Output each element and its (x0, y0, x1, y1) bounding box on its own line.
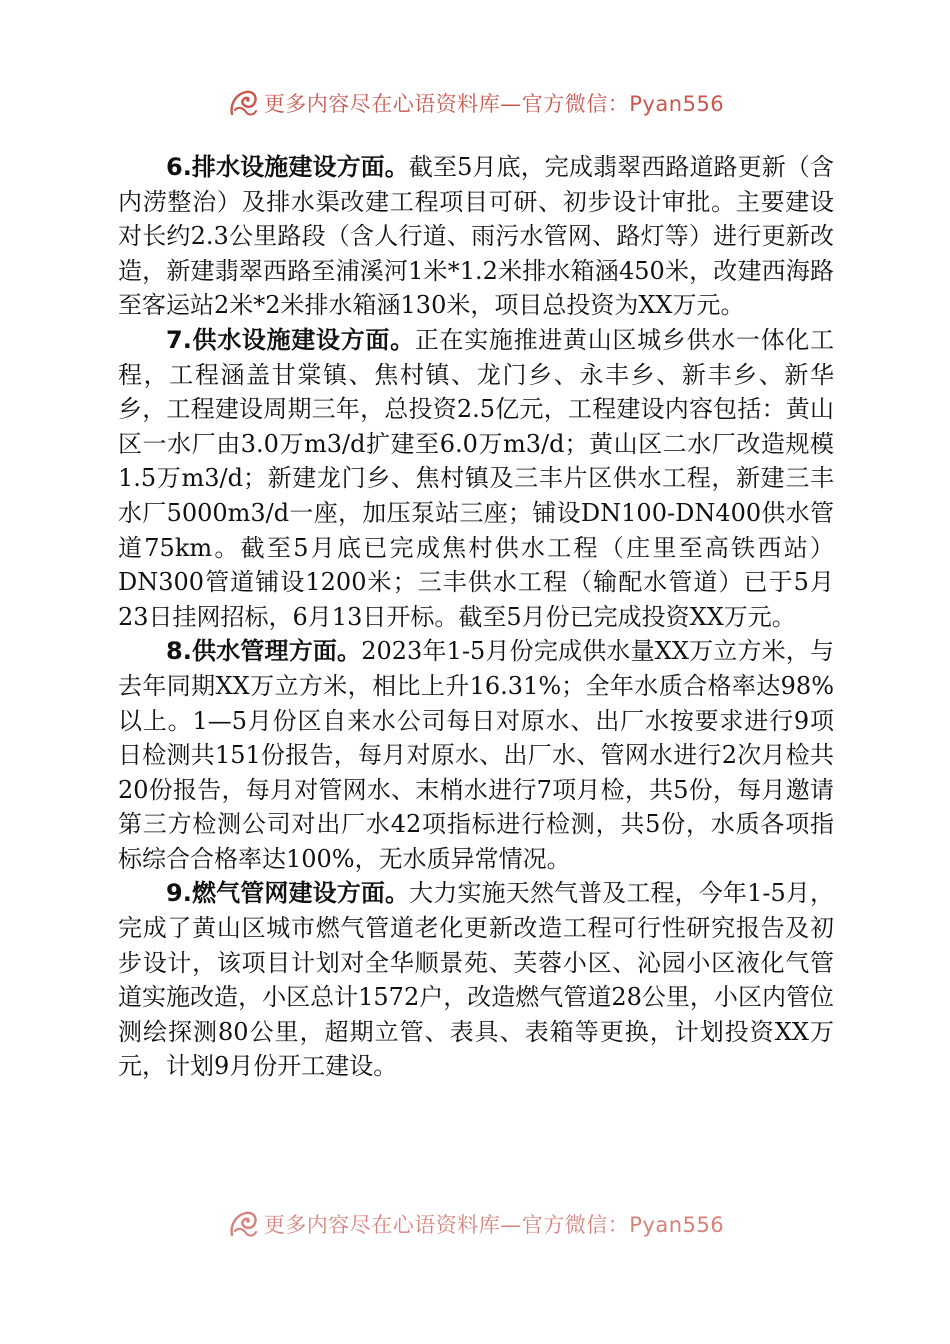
paragraph-heading: 9.燃气管网建设方面。 (166, 879, 410, 908)
paragraph-body: 截至5月底，完成翡翠西路道路更新（含内涝整治）及排水渠改建工程项目可研、初步设计审批。主要建设对长约2.3公里路段（含人行道、雨污水管网、路灯等）进行更新改造，新建翡翠西路至浦溪河1米*1.2米排水箱涵450米，改建西海路至客运站2米*2米排水箱涵130米，项目总投资为XX万元。 (118, 153, 834, 320)
paragraph-water-supply-management (118, 634, 834, 876)
paragraph-drainage (118, 150, 834, 323)
watermark-text: 更多内容尽在心语资料库—官方微信：Pyan556 (263, 1213, 725, 1237)
watermark-logo-icon (226, 1207, 260, 1241)
watermark-header (0, 83, 950, 123)
paragraph-heading: 6.排水设施建设方面。 (166, 153, 409, 181)
paragraph-body: 正在实施推进黄山区城乡供水一体化工程，工程涵盖甘棠镇、焦村镇、龙门乡、永丰乡、新丰乡、新华乡，工程建设周期三年，总投资2.5亿元，工程建设内容包括：黄山区一水厂由3.0万m3/d扩建至6.0万m3/d；黄山区二水厂改造规模1.5万m3/d；新建龙门乡、焦村镇及三丰片区供水工程，新建三丰水厂5000m3/d一座，加压泵站三座；铺设DN100-DN400供水管道75km。截至5月底已完成焦村供水工程（庄里至高铁西站）DN300管道铺设1200米；三丰供水工程（输配水管道）已于5月23日挂网招标，6月13日开标。截至5月份已完成投资XX万元。 (118, 325, 834, 631)
paragraph-heading: 8.供水管理方面。 (166, 637, 362, 666)
paragraph-water-supply-facilities (118, 323, 834, 634)
paragraph-heading: 7.供水设施建设方面。 (166, 325, 415, 354)
paragraph-body: 2023年1-5月份完成供水量XX万立方米，与去年同期XX万立方米，相比上升16.31%；全年水质合格率达98%以上。1—5月份区自来水公司每日对原水、出厂水按要求进行9项日检测共151份报告，每月对原水、出厂水、管网水进行2次月检共20份报告，每月对管网水、末梢水进行7项月检，共5份，每月邀请第三方检测公司对出厂水42项指标进行检测，共5份，水质各项指标综合合格率达100%，无水质异常情况。 (118, 637, 834, 873)
watermark-footer (0, 1204, 950, 1244)
paragraph-body: 大力实施天然气普及工程，今年1-5月，完成了黄山区城市燃气管道老化更新改造工程可行性研究报告及初步设计，该项目计划对全华顺景苑、芙蓉小区、沁园小区液化气管道实施改造，小区总计1572户，改造燃气管道28公里，小区内管位测绘探测80公里，超期立管、表具、表箱等更换，计划投资XX万元，计划9月份开工建设。 (118, 879, 834, 1081)
watermark-logo-icon (226, 86, 260, 120)
watermark-text: 更多内容尽在心语资料库—官方微信：Pyan556 (263, 92, 725, 116)
paragraph-gas-pipeline (118, 876, 834, 1084)
document-body (118, 150, 834, 1084)
